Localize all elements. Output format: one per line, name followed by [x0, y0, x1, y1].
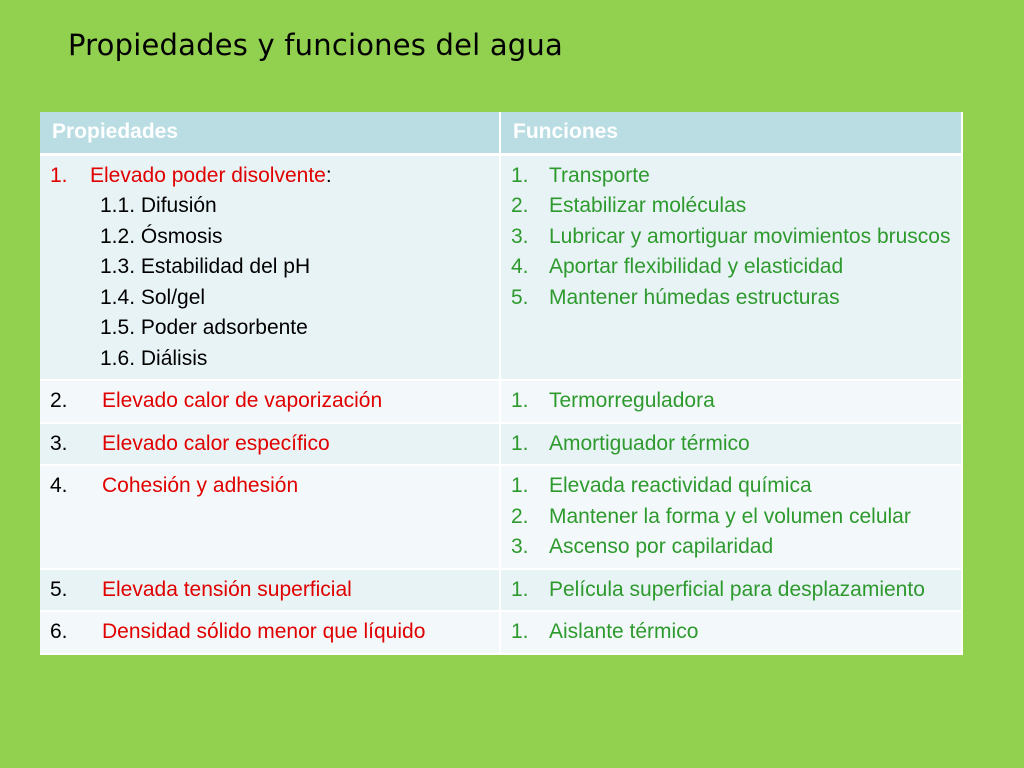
table-header-row: [40, 112, 962, 154]
function-cell: [500, 380, 962, 423]
sub-property: 1.3. Estabilidad del pH: [100, 255, 311, 278]
property-cell: [40, 465, 500, 569]
property-name: Cohesión y adhesión: [102, 474, 299, 497]
property-name: Elevado calor de vaporización: [102, 389, 383, 412]
sub-property: 1.1. Difusión: [100, 194, 217, 217]
header-propiedades: Propiedades: [40, 112, 500, 154]
function-cell: [500, 465, 962, 569]
property-number: 5.: [50, 577, 68, 601]
property-line: [50, 161, 489, 192]
property-name: Elevada tensión superficial: [102, 577, 352, 601]
function-list: [511, 161, 951, 314]
list-item: 2. Mantener la forma y el volumen celular: [511, 504, 911, 528]
property-suffix: :: [325, 163, 332, 187]
property-number: 1.: [50, 163, 68, 187]
table-row: [40, 154, 962, 380]
property-name: Elevado poder disolvente: [90, 163, 326, 187]
table-row: [40, 465, 962, 569]
list-item: 5. Mantener húmedas estructuras: [511, 285, 840, 309]
list-item: 2. Estabilizar moléculas: [511, 194, 747, 217]
table-row: [40, 380, 962, 423]
function-cell: [500, 423, 962, 466]
property-cell: [40, 154, 500, 380]
property-number: 4.: [50, 474, 68, 497]
function-list: [511, 575, 951, 606]
sub-property: 1.4. Sol/gel: [100, 285, 206, 309]
properties-table: [40, 112, 963, 655]
slide-title: Propiedades y funciones del agua: [68, 28, 563, 62]
list-item: 1. Transporte: [511, 163, 650, 187]
function-list: [511, 429, 951, 460]
property-number: 2.: [50, 389, 68, 412]
table-row: [40, 569, 962, 612]
list-item: 3. Lubricar y amortiguar movimientos bruscos: [511, 224, 951, 248]
function-list: [511, 617, 951, 648]
property-number: 3.: [50, 431, 68, 455]
property-cell: [40, 423, 500, 466]
list-item: 1. Elevada reactividad química: [511, 474, 812, 497]
list-item: 1. Aislante térmico: [511, 620, 699, 643]
function-cell: [500, 569, 962, 612]
function-list: [511, 386, 951, 417]
header-funciones: Funciones: [500, 112, 962, 154]
list-item: 1. Película superficial para desplazamiento: [511, 577, 925, 601]
list-item: 4. Aportar flexibilidad y elasticidad: [511, 255, 844, 278]
list-item: 1. Amortiguador térmico: [511, 431, 750, 455]
property-cell: [40, 569, 500, 612]
function-cell: [500, 154, 962, 380]
table-row: [40, 611, 962, 654]
table-row: [40, 423, 962, 466]
property-name: Elevado calor específico: [102, 431, 330, 455]
sub-property: 1.2. Ósmosis: [100, 224, 223, 248]
list-item: 1. Termorreguladora: [511, 389, 715, 412]
property-name: Densidad sólido menor que líquido: [102, 620, 426, 643]
property-number: 6.: [50, 620, 68, 643]
sub-property: 1.6. Diálisis: [100, 346, 208, 370]
function-cell: [500, 611, 962, 654]
sub-property: 1.5. Poder adsorbente: [100, 316, 308, 339]
list-item: 3. Ascenso por capilaridad: [511, 535, 774, 558]
property-cell: [40, 380, 500, 423]
property-cell: [40, 611, 500, 654]
function-list: [511, 471, 951, 563]
